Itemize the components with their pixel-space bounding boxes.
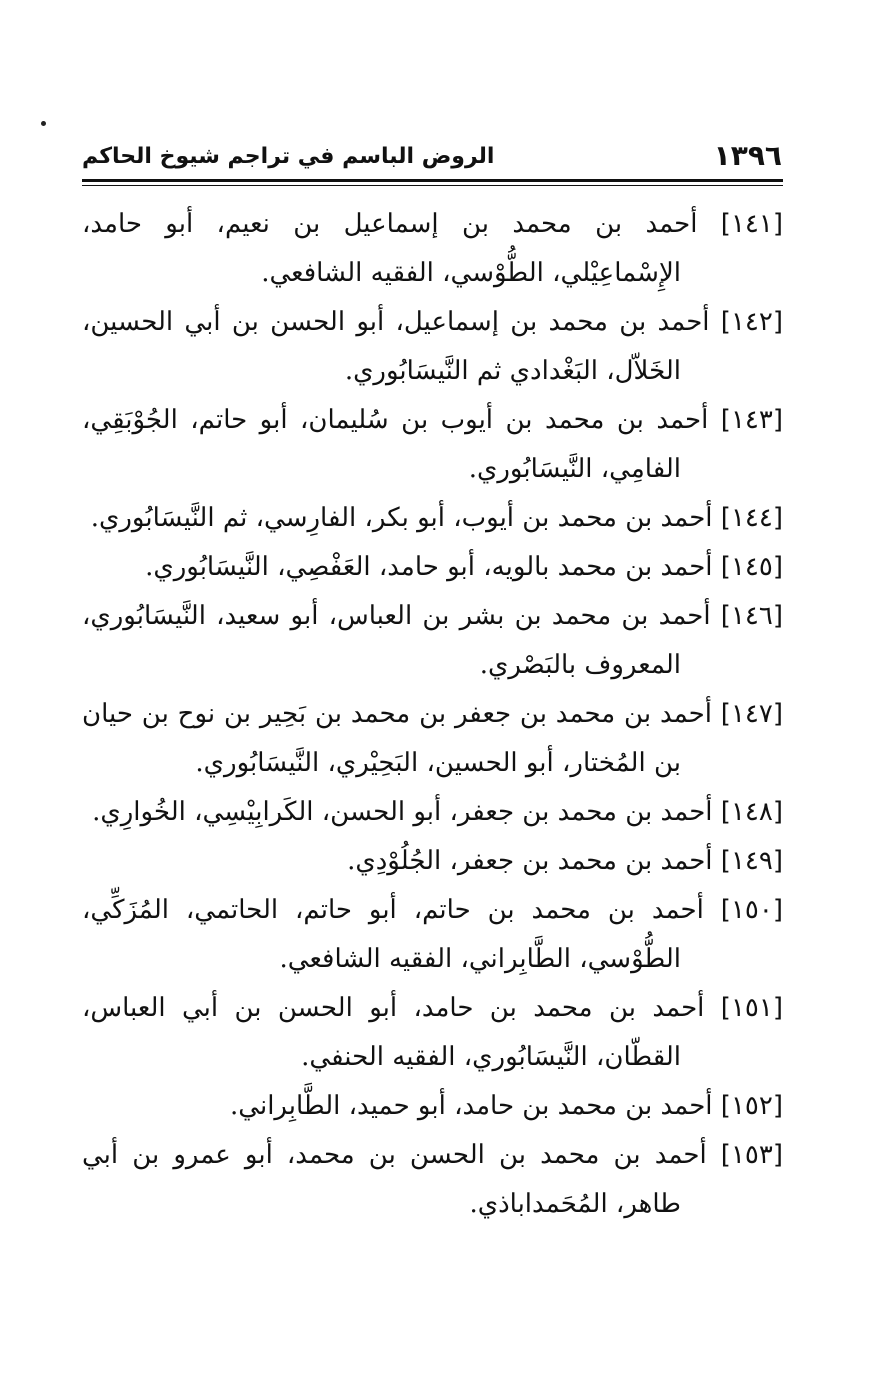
- entry-number: [١٥٢]: [720, 1091, 783, 1121]
- entry-text: أحمد بن محمد بن الحسن بن محمد، أبو عمرو بن أبي طاهر، المُحَمداباذي.: [82, 1140, 707, 1219]
- entry: [82, 1131, 783, 1229]
- entry-number: [١٤٣]: [720, 405, 783, 435]
- entry: [82, 984, 783, 1082]
- entry: [82, 592, 783, 690]
- entry: [82, 200, 783, 298]
- entry: [82, 690, 783, 788]
- entry-text: أحمد بن محمد بن أيوب، أبو بكر، الفارِسي، ثم النَّيسَابُوري.: [90, 503, 713, 533]
- entry-text: أحمد بن محمد بن بشر بن العباس، أبو سعيد، النَّيسَابُوري، المعروف بالبَصْري.: [82, 601, 711, 680]
- entry-number: [١٥١]: [720, 993, 783, 1023]
- stray-dot: [41, 121, 46, 126]
- entry: [82, 1082, 783, 1131]
- entry-text: أحمد بن محمد بن حامد، أبو حميد، الطَّابِراني.: [230, 1091, 713, 1121]
- entry-number: [١٤٦]: [720, 601, 784, 631]
- entry-text: أحمد بن محمد بن إسماعيل بن نعيم، أبو حامد، الإِسْماعِيْلي، الطُّوْسي، الفقيه الشافعي.: [82, 209, 698, 288]
- entry-text: أحمد بن محمد بن جعفر بن محمد بن بَحِير بن نوح بن حيان بن المُختار، أبو الحسين، البَحِيْري، النَّيسَابُوري.: [82, 699, 712, 778]
- entry-text: أحمد بن محمد بن أيوب بن سُليمان، أبو حاتم، الجُوْبَقِي، الفامِي، النَّيسَابُوري.: [82, 405, 709, 484]
- entry-number: [١٤٤]: [720, 503, 783, 533]
- entry: [82, 886, 783, 984]
- entry: [82, 788, 783, 837]
- entry-number: [١٥٣]: [720, 1140, 783, 1170]
- entry-number: [١٥٠]: [720, 895, 783, 925]
- entry-list: [82, 200, 783, 1229]
- entry-text: أحمد بن محمد بن حاتم، أبو حاتم، الحاتمي، المُزَكِّي، الطُّوْسي، الطَّابِراني، الفقيه الشافعي.: [82, 895, 704, 974]
- entry: [82, 494, 783, 543]
- entry-text: أحمد بن محمد بالويه، أبو حامد، العَفْصِي، النَّيسَابُوري.: [145, 552, 713, 582]
- running-title: الروض الباسم في تراجم شيوخ الحاكم: [82, 144, 495, 169]
- page-header: [82, 138, 782, 178]
- header-rule-thick: [82, 179, 783, 182]
- page-number: ١٣٩٦: [713, 139, 782, 172]
- entry-number: [١٤١]: [720, 209, 784, 239]
- entry-number: [١٤٧]: [720, 699, 783, 729]
- entry-number: [١٤٨]: [720, 797, 783, 827]
- entry: [82, 396, 783, 494]
- entry-text: أحمد بن محمد بن إسماعيل، أبو الحسن بن أبي الحسين، الخَلاّل، البَغْدادي ثم النَّيسَابُوري.: [82, 307, 710, 386]
- entry-text: أحمد بن محمد بن جعفر، أبو الحسن، الكَرابِيْسِي، الخُوارِي.: [92, 797, 713, 827]
- entry: [82, 543, 783, 592]
- entry: [82, 837, 783, 886]
- entry-number: [١٤٩]: [720, 846, 783, 876]
- entry-number: [١٤٥]: [720, 552, 783, 582]
- header-rule-thin: [82, 185, 783, 186]
- entry: [82, 298, 783, 396]
- entry-text: أحمد بن محمد بن حامد، أبو الحسن بن أبي العباس، القطّان، النَّيسَابُوري، الفقيه الحنفي.: [82, 993, 705, 1072]
- entry-text: أحمد بن محمد بن جعفر، الجُلُوْدِي.: [347, 846, 713, 876]
- entry-number: [١٤٢]: [720, 307, 784, 337]
